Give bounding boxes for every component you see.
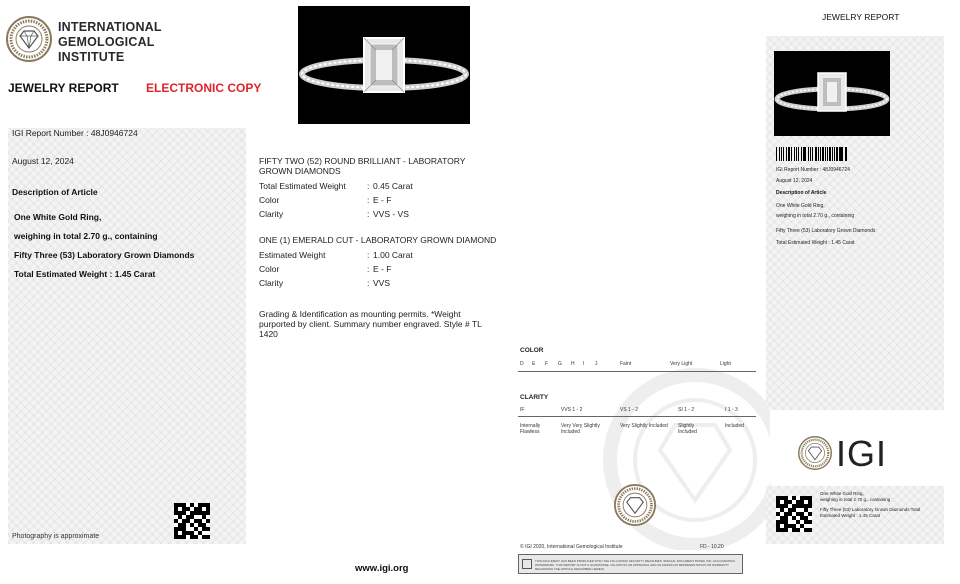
barcode-bar (815, 147, 817, 161)
detail-value: E - F (373, 264, 392, 274)
barcode-bar (783, 147, 784, 161)
barcode-bar (803, 147, 804, 161)
barcode-bar (827, 147, 828, 161)
article-line: Fifty Three (53) Laboratory Grown Diamonds (14, 250, 195, 260)
barcode-bar (820, 147, 821, 161)
clarity-grade: VVS 1 - 2 (561, 407, 583, 413)
clarity-term: Very Very Slightly Included (561, 423, 600, 435)
org-name (58, 20, 162, 65)
security-fine-print (518, 554, 743, 574)
article-line: One White Gold Ring, (14, 212, 102, 222)
barcode-bar (791, 147, 792, 161)
barcode-bar (808, 147, 809, 161)
igi-seal-icon (614, 484, 656, 526)
clarity-scale-line (518, 416, 756, 417)
barcode-bar (834, 147, 835, 161)
detail-label: Total Estimated Weight (259, 181, 346, 191)
barcode-bar (836, 147, 837, 161)
right-description-heading: Description of Article (776, 190, 827, 196)
color-term: Very Light (670, 361, 693, 367)
copyright: © IGI 2020, International Gemological Institute (520, 544, 623, 550)
qr-code-small[interactable] (776, 496, 812, 532)
detail-label: Color (259, 264, 280, 274)
article-line: weighing in total 2.70 g., containing (14, 231, 158, 241)
fine-print-text: THIS DOCUMENT HAS BEEN PRODUCED WITH THE FOLLOWING SECURITY MEASURES: SPECIAL DOCUMENT PAPER, INK, HOLOGRAPHIC WATERMARK. THIS REPORT IS NOT A GUARANTEE, VALUATION OR APPRAISAL AND IGI MAKES NO REPRESENTATION OR WARRANTY REGARDING THE ARTICLE DESCRIBED HEREIN. (535, 559, 736, 571)
right-report-number: IGI Report Number : 48J0946724 (776, 167, 850, 173)
barcode-bar (840, 147, 842, 161)
color-grade: J (595, 361, 598, 367)
right-bottom-line: Fifty Three (53) Laboratory Grown Diamonds Total (820, 507, 921, 512)
barcode-bar (839, 147, 840, 161)
article-line: Total Estimated Weight : 1.45 Carat (14, 269, 156, 279)
barcode-bar (825, 147, 826, 161)
barcode-bar (776, 147, 777, 161)
qr-code[interactable] (174, 503, 210, 539)
barcode-bar (794, 147, 795, 161)
clarity-grade: IF (520, 407, 525, 413)
detail-value: 0.45 Carat (373, 181, 413, 191)
org-name-line: INTERNATIONAL (58, 20, 162, 34)
barcode-bar (812, 147, 813, 161)
barcode-bar (845, 147, 846, 161)
right-bottom-line: weighing in total 2.70 g., containing (820, 497, 891, 502)
report-date: August 12, 2024 (12, 156, 74, 166)
clarity-term: Very Slightly Included (620, 423, 668, 429)
detail-colon: : (367, 250, 370, 260)
color-term: Light (720, 361, 731, 367)
detail-value: VVS - VS (373, 209, 409, 219)
right-article-line: Fifty Three (53) Laboratory Grown Diamonds (776, 228, 876, 234)
clarity-grade: SI 1 - 2 (678, 407, 695, 413)
right-bottom-line: One White Gold Ring, (820, 491, 864, 496)
detail-value: E - F (373, 195, 392, 205)
photo-note: Photography is approximate (12, 533, 100, 540)
right-article-line: One White Gold Ring, (776, 203, 825, 209)
detail-colon: : (367, 209, 370, 219)
report-title: JEWELRY REPORT (8, 81, 119, 95)
form-code: FD - 10.20 (700, 544, 724, 550)
barcode-bar (781, 147, 782, 161)
ring-photo[interactable] (298, 6, 470, 124)
barcode-bar (822, 147, 823, 161)
detail-colon: : (367, 195, 370, 205)
barcode-bar (786, 147, 787, 161)
color-grade: I (583, 361, 585, 367)
color-grade: F (545, 361, 549, 367)
detail-label: Clarity (259, 209, 284, 219)
detail-label: Color (259, 195, 280, 205)
color-term: Faint (620, 361, 632, 367)
barcode-bar (788, 147, 790, 161)
detail-value: 1.00 Carat (373, 250, 413, 260)
detail-label: Clarity (259, 278, 284, 288)
right-article-line: Total Estimated Weight : 1.45 Carat (776, 240, 855, 246)
comments: Grading & Identification as mounting permits. *Weight purported by client. Summary number engraved. Style # TL 1420 (259, 309, 482, 339)
right-report-date: August 12, 2024 (776, 178, 813, 184)
right-report-title: JEWELRY REPORT (822, 12, 900, 22)
barcode-bar (801, 147, 802, 161)
detail-colon: : (367, 181, 370, 191)
igi-seal-logo (6, 16, 52, 62)
color-grade: D (520, 361, 524, 367)
clarity-term: Internally Flawless (520, 423, 541, 435)
color-scale-line (518, 371, 756, 372)
description-heading: Description of Article (12, 187, 98, 197)
org-name-line: GEMOLOGICAL (58, 35, 155, 49)
ring-photo-thumbnail[interactable] (774, 51, 890, 136)
electronic-copy-label: ELECTRONIC COPY (146, 81, 262, 95)
qr-module (206, 535, 210, 539)
clarity-grade: I 1 - 3 (725, 407, 738, 413)
org-name-line: INSTITUTE (58, 50, 125, 64)
detail-label: Estimated Weight (259, 250, 326, 260)
section2-title: ONE (1) EMERALD CUT - LABORATORY GROWN DIAMOND (259, 235, 497, 245)
barcode-bar (810, 147, 811, 161)
clarity-grade: VS 1 - 2 (620, 407, 639, 413)
color-grade: E (532, 361, 536, 367)
clarity-scale-heading: CLARITY (520, 394, 549, 401)
barcode-bar (818, 147, 819, 161)
barcode-bar (798, 147, 799, 161)
barcode-bar (796, 147, 797, 161)
clarity-term: Included (725, 423, 744, 429)
igi-logo-seal-icon (798, 436, 832, 470)
barcode-bar (846, 147, 847, 161)
igi-logo-text: IGI (836, 433, 888, 474)
barcode (776, 147, 848, 161)
website-link[interactable]: www.igi.org (355, 563, 409, 574)
section1-title: FIFTY TWO (52) ROUND BRILLIANT - LABORATORY GROWN DIAMONDS (259, 156, 466, 176)
detail-colon: : (367, 264, 370, 274)
detail-value: VVS (373, 278, 391, 288)
color-scale-heading: COLOR (520, 347, 544, 354)
qr-module (808, 528, 812, 532)
color-grade: H (571, 361, 575, 367)
right-article-line: weighing in total 2.70 g., containing (776, 213, 855, 219)
clarity-term: Slightly Included (678, 423, 697, 435)
detail-colon: : (367, 278, 370, 288)
right-bottom-line: Estimated Weight : 1.45 Carat (820, 513, 880, 518)
report-number: IGI Report Number : 48J0946724 (12, 128, 138, 138)
barcode-bar (779, 147, 780, 161)
barcode-bar (804, 147, 805, 161)
barcode-bar (829, 147, 830, 161)
security-mark-icon (522, 559, 532, 569)
color-grade: G (558, 361, 562, 367)
barcode-bar (832, 147, 833, 161)
